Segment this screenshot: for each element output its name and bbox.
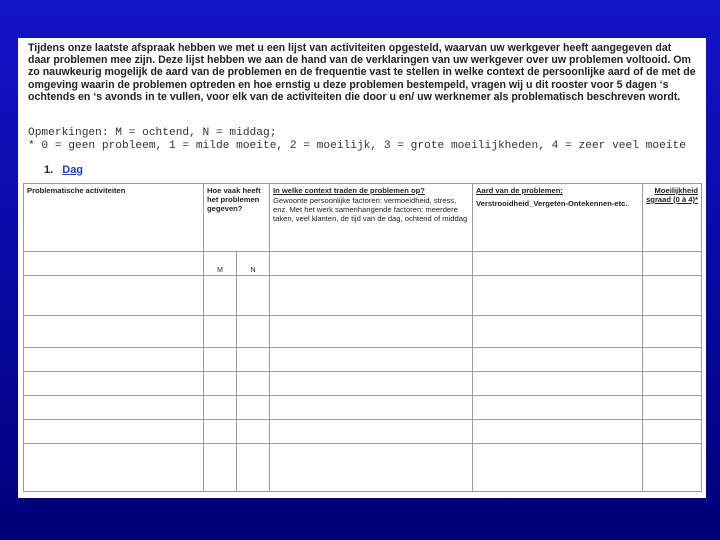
table-cell[interactable] [204, 444, 237, 492]
remarks-legend-time: Opmerkingen: M = ochtend, N = middag; [28, 127, 277, 139]
table-cell[interactable] [24, 372, 204, 396]
table-cell[interactable] [473, 396, 643, 420]
table-cell[interactable] [237, 420, 270, 444]
table-cell[interactable] [643, 396, 702, 420]
table-row [24, 420, 702, 444]
worksheet-page [18, 38, 706, 498]
table-row [24, 276, 702, 316]
table-cell[interactable] [237, 316, 270, 348]
m-column-label: M [204, 252, 237, 276]
table-subheader-row [24, 252, 702, 276]
context-subtitle: Gewoonte persoonlijke factoren: vermoeidheid, stress, enz. Met het werk samenhangende factoren: meerdere taken, veel klanten, de tijd van de dag, ochtend of middag [273, 196, 468, 223]
day-list-item [44, 164, 83, 176]
day-link[interactable]: Dag [62, 164, 84, 176]
table-cell[interactable] [643, 348, 702, 372]
intro-paragraph: Tijdens onze laatste afspraak hebben we met u een lijst van activiteiten opgesteld, waarvan uw werkgever heeft aangegeven dat daar problemen mee zijn. Deze lijst hebben we aan de hand van de verklaringen van uw werkgever over uw problemen voltooid. Om zo nauwkeurig mogelijk de aard van de problemen en de frequentie vast te stellen in welke context de persoonlijke aard of de met de omgeving waarin de problemen optreden en hoe ernstig u deze problemen bestempeld, vragen wij u dit rooster voor 5 dagen ‘s ochtends en ‘s avonds in te vullen, voor elk van de activiteiten die door u en/ uw werknemer als problematisch beschreven wordt. [28, 42, 696, 103]
table-cell[interactable] [204, 276, 237, 316]
table-cell[interactable] [270, 252, 473, 276]
table-cell[interactable] [237, 348, 270, 372]
table-header-row [24, 184, 702, 252]
table-cell[interactable] [204, 372, 237, 396]
table-cell[interactable] [643, 444, 702, 492]
table-cell[interactable] [270, 372, 473, 396]
table-cell[interactable] [473, 444, 643, 492]
table-cell[interactable] [270, 316, 473, 348]
remarks-block [28, 127, 696, 152]
col-header-activities: Problematische activiteiten [24, 184, 204, 252]
table-cell[interactable] [643, 276, 702, 316]
table-cell[interactable] [24, 348, 204, 372]
table-cell[interactable] [270, 276, 473, 316]
col-header-nature [473, 184, 643, 252]
nature-subtitle: Verstrooidheid_Vergeten-Ontekennen-etc. [476, 199, 628, 208]
table-cell[interactable] [270, 444, 473, 492]
table-cell[interactable] [270, 420, 473, 444]
remarks-legend-scale: * 0 = geen probleem, 1 = milde moeite, 2 = moeilijk, 3 = grote moeilijkheden, 4 = zeer veel moeite [28, 139, 686, 152]
table-cell[interactable] [24, 316, 204, 348]
table-cell[interactable] [473, 276, 643, 316]
table-cell[interactable] [643, 420, 702, 444]
table-cell[interactable] [237, 444, 270, 492]
table-cell[interactable] [204, 396, 237, 420]
table-cell[interactable] [270, 396, 473, 420]
table-cell[interactable] [204, 420, 237, 444]
table-cell[interactable] [24, 396, 204, 420]
table-cell[interactable] [473, 252, 643, 276]
table-cell[interactable] [473, 420, 643, 444]
n-column-label: N [237, 252, 270, 276]
context-title: In welke context traden de problemen op? [273, 186, 425, 195]
activity-table [23, 183, 702, 492]
nature-title: Aard van de problemen: [476, 186, 563, 195]
table-cell[interactable] [237, 372, 270, 396]
table-cell[interactable] [204, 316, 237, 348]
table-cell[interactable] [473, 348, 643, 372]
table-row [24, 348, 702, 372]
table-cell[interactable] [24, 420, 204, 444]
table-cell[interactable] [270, 348, 473, 372]
table-cell[interactable] [204, 348, 237, 372]
table-cell[interactable] [237, 276, 270, 316]
col-header-frequency: Hoe vaak heeft het problemen gegeven? [204, 184, 270, 252]
col-header-difficulty: Moeilijkheid sgraad (0 à 4)* [643, 184, 702, 252]
table-row [24, 316, 702, 348]
table-cell[interactable] [24, 276, 204, 316]
table-row [24, 444, 702, 492]
table-cell[interactable] [237, 396, 270, 420]
list-number: 1. [44, 164, 54, 176]
table-row [24, 372, 702, 396]
table-cell[interactable] [473, 372, 643, 396]
table-cell[interactable] [643, 316, 702, 348]
table-cell[interactable] [643, 252, 702, 276]
table-cell[interactable] [24, 252, 204, 276]
table-cell[interactable] [24, 444, 204, 492]
table-row [24, 396, 702, 420]
col-header-context [270, 184, 473, 252]
table-cell[interactable] [643, 372, 702, 396]
table-cell[interactable] [473, 316, 643, 348]
